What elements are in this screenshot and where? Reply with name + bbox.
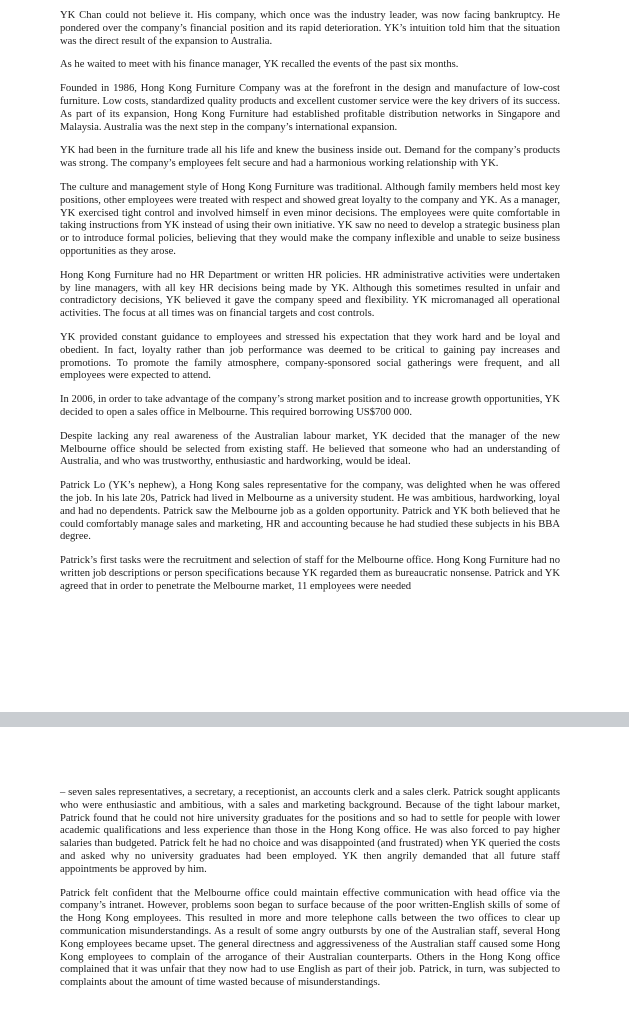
paragraph-melbourne-office: In 2006, in order to take advantage of the company’s strong market position and to increase growth opportunities, YK decided to open a sales office in Melbourne. This required borrowing US$700 000. (60, 394, 560, 418)
paragraph-hr-policies: Hong Kong Furniture had no HR Department or written HR policies. HR administrative activities were undertaken by line managers, with all key HR decisions being made by YK. Although this sometimes resulted in unfair and contradictory decisions, YK believed it gave the company speed and flexibility. YK micromanaged all operational activities. The focus at all times was on financial targets and cost controls. (60, 269, 560, 320)
paragraph-culture: The culture and management style of Hong Kong Furniture was traditional. Although family members held most key positions, other employees were treated with respect and showed great loyalty to the company and YK. As a manager, YK exercised tight control and involved himself in even minor decisions. The employees were quite comfortable in taking instructions from YK instead of using their own initiative. YK saw no need to develop a strategic business plan or to introduce formal policies, believing that they would make the company inflexible and unable to seize business opportunities as they arose. (60, 181, 560, 257)
paragraph-company-founding: Founded in 1986, Hong Kong Furniture Company was at the forefront in the design and manufacture of low-cost furniture. Low costs, standardized quality products and excellent customer service were the key drivers of its success. As part of its expansion, Hong Kong Furniture had established profitable distribution networks in Singapore and Malaysia. Australia was the next step in the company’s international expansion. (60, 83, 560, 133)
paragraph-patrick-lo: Patrick Lo (YK’s nephew), a Hong Kong sales representative for the company, was delighted when he was offered the job. In his late 20s, Patrick had lived in Melbourne as a university student. He was ambitious, hardworking, loyal and had no dependents. Patrick saw the Melbourne job as a golden opportunity. Patrick and YK both believed that he could comfortably manage sales and marketing, HR and accounting because he had studied these subjects in his BBA degree. (60, 480, 560, 543)
paragraph-guidance: YK provided constant guidance to employees and stressed his expectation that they work hard and be loyal and obedient. In fact, loyalty rather than job performance was deemed to be critical to gaining pay increases and promotions. To promote the family atmosphere, company-sponsored social gatherings were frequent, and all employees were expected to attend. (60, 331, 560, 382)
paragraph-communication: Patrick felt confident that the Melbourne office could maintain effective communication with head office via the company’s intranet. However, problems soon began to surface because of the poor written-English skills of some of the Hong Kong employees. This resulted in more and more telephone calls between the two offices to clear up communication misunderstandings. As a result of some angry outbursts by one of the Australian staff, several Hong Kong employees became upset. The general directness and aggressiveness of the Australian staff caused some Hong Kong employees to complain of the arrogance of their Australian counterparts. Others in the Hong Kong office complained that it was unfair that they now had to use English as part of their job. Patrick, in turn, was subjected to complaints about the amount of time wasted because of misunderstandings. (60, 887, 560, 989)
paragraph-staff-hiring: – seven sales representatives, a secretary, a receptionist, an accounts clerk and a sales clerk. Patrick sought applicants who were enthusiastic and ambitious, with a sales and marketing background. Because of the tight labour market, Patrick found that he could not hire university graduates for the positions and so had to settle for people with lower academic qualifications and less experience than those in the Hong Kong office. He was also forced to pay higher salaries than budgeted. Patrick felt he had no choice and was disappointed (and frustrated) when YK queried the costs and asked why no university graduates had been employed. YK then angrily demanded that all future staff appointments be approved by him. (60, 787, 560, 875)
page-text-column (60, 787, 560, 1001)
paragraph-recall: As he waited to meet with his finance manager, YK recalled the events of the past six months. (60, 59, 459, 71)
paragraph-opening: YK Chan could not believe it. His company, which once was the industry leader, was now facing bankruptcy. He pondered over the company’s financial position and its rapid deterioration. YK’s intuition told him that the situation was the direct result of the expansion to Australia. (60, 10, 560, 47)
paragraph-recruitment: Patrick’s first tasks were the recruitment and selection of staff for the Melbourne office. Hong Kong Furniture had no written job descriptions or person specifications because YK regarded them as bureaucratic nonsense. Patrick and YK agreed that in order to penetrate the Melbourne market, 11 employees were needed (60, 555, 560, 592)
page-separator (0, 712, 629, 727)
paragraph-furniture-trade: YK had been in the furniture trade all his life and knew the business inside out. Demand for the company’s products was strong. The company’s employees felt secure and had a harmonious working relationship with YK. (60, 145, 560, 170)
paragraph-manager-selection: Despite lacking any real awareness of the Australian labour market, YK decided that the manager of the new Melbourne office should be selected from existing staff. He believed that someone who had an understanding of Australia, and who was trustworthy, enthusiastic and hardworking, would be ideal. (60, 430, 560, 468)
page-text-column (60, 10, 560, 604)
document-page-bottom (0, 727, 629, 1024)
